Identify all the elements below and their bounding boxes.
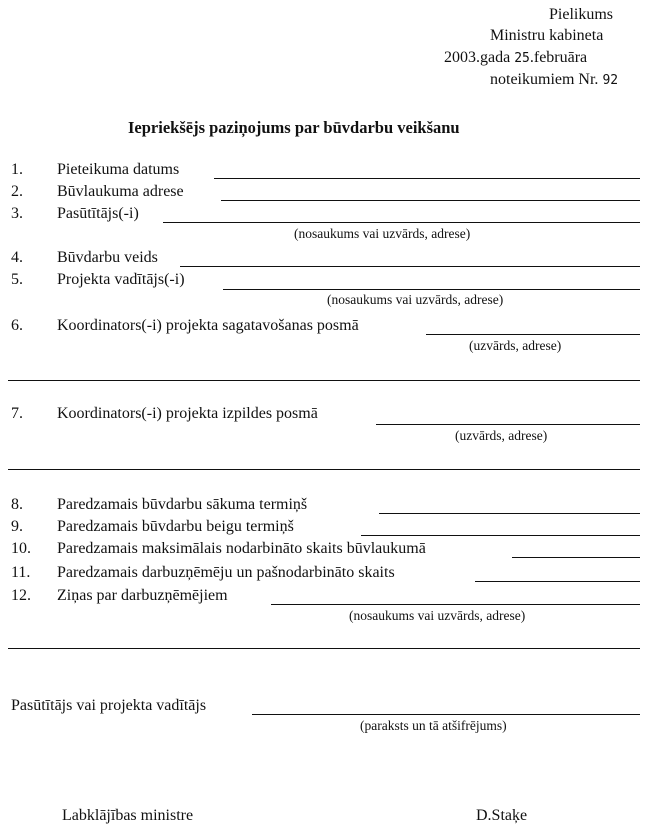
execution-coordinator-fill-line[interactable] — [376, 424, 640, 425]
item-label: Paredzamais būvdarbu sākuma termiņš — [57, 496, 308, 513]
project-manager-fill-line[interactable] — [223, 289, 640, 290]
design-coordinator-hint: (uzvārds, adrese) — [469, 338, 562, 353]
item-label: Būvlaukuma adrese — [57, 183, 184, 200]
document-title: Iepriekšējs paziņojums par būvdarbu veikšanu — [128, 118, 460, 137]
work-type-fill-line[interactable] — [180, 266, 640, 267]
execution-coordinator-hint: (uzvārds, adrese) — [455, 428, 548, 443]
execution-coordinator-extra-line[interactable] — [8, 469, 640, 470]
list-item — [0, 540, 650, 558]
item-number: 6. — [11, 317, 23, 334]
item-label: Ziņas par darbuzņēmējiem — [57, 587, 228, 604]
contractors-info-hint: (nosaukums vai uzvārds, adrese) — [349, 608, 526, 623]
item-number: 10. — [11, 540, 31, 557]
max-workers-fill-line[interactable] — [512, 557, 640, 558]
item-number: 1. — [11, 161, 23, 178]
design-coordinator-fill-line[interactable] — [426, 334, 640, 335]
item-number: 11. — [11, 564, 31, 581]
rules-number: 92 — [602, 73, 619, 88]
date-line — [444, 48, 587, 68]
start-date-fill-line[interactable] — [379, 513, 640, 514]
date-prefix: 2003.gada — [444, 49, 511, 66]
item-label: Paredzamais būvdarbu beigu termiņš — [57, 518, 294, 535]
site-address-fill-line[interactable] — [221, 200, 640, 201]
contractor-count-fill-line[interactable] — [475, 581, 640, 582]
item-label: Pasūtītājs(-i) — [57, 205, 139, 222]
annex-label: Pielikums — [549, 6, 614, 23]
list-item — [0, 271, 650, 289]
item-number: 12. — [11, 587, 31, 604]
item-number: 2. — [11, 183, 23, 200]
signature-label: Pasūtītājs vai projekta vadītājs — [11, 697, 207, 714]
list-item — [0, 518, 650, 536]
item-number: 8. — [11, 496, 23, 513]
list-item — [0, 249, 650, 267]
item-number: 9. — [11, 518, 23, 535]
item-label: Paredzamais maksimālais nodarbināto skaits būvlaukumā — [57, 540, 426, 557]
date-day: 25 — [514, 51, 530, 66]
contractors-info-fill-line[interactable] — [271, 604, 640, 605]
list-item — [0, 317, 650, 335]
list-item — [0, 183, 650, 201]
rules-line — [490, 70, 618, 90]
contractors-info-extra-line[interactable] — [8, 648, 640, 649]
signature-fill-line[interactable] — [252, 714, 640, 715]
date-fill-line[interactable] — [214, 178, 640, 179]
list-item — [0, 587, 650, 605]
client-hint: (nosaukums vai uzvārds, adrese) — [294, 226, 471, 241]
project-manager-hint: (nosaukums vai uzvārds, adrese) — [327, 292, 504, 307]
item-label: Koordinators(-i) projekta izpildes posmā — [57, 405, 318, 422]
item-label: Projekta vadītājs(-i) — [57, 271, 185, 288]
item-label: Pieteikuma datums — [57, 161, 180, 178]
list-item — [0, 496, 650, 514]
date-suffix: .februāra — [529, 49, 588, 66]
item-number: 7. — [11, 405, 23, 422]
minister-name: D.Staķe — [476, 807, 528, 824]
item-number: 5. — [11, 271, 23, 288]
item-label: Būvdarbu veids — [57, 249, 158, 266]
minister-title: Labklājības ministre — [62, 807, 194, 824]
design-coordinator-extra-line[interactable] — [8, 380, 640, 381]
signature-hint: (paraksts un tā atšifrējums) — [360, 718, 507, 733]
list-item — [0, 161, 650, 179]
list-item — [0, 405, 650, 423]
rules-label: noteikumiem Nr. — [490, 71, 599, 88]
item-label: Koordinators(-i) projekta sagatavošanas posmā — [57, 317, 359, 334]
list-item — [0, 205, 650, 223]
end-date-fill-line[interactable] — [361, 535, 640, 536]
list-item — [0, 564, 650, 582]
client-fill-line[interactable] — [163, 222, 640, 223]
item-number: 3. — [11, 205, 23, 222]
cabinet-label: Ministru kabineta — [490, 27, 604, 44]
item-label: Paredzamais darbuzņēmēju un pašnodarbināto skaits — [57, 564, 395, 581]
item-number: 4. — [11, 249, 23, 266]
